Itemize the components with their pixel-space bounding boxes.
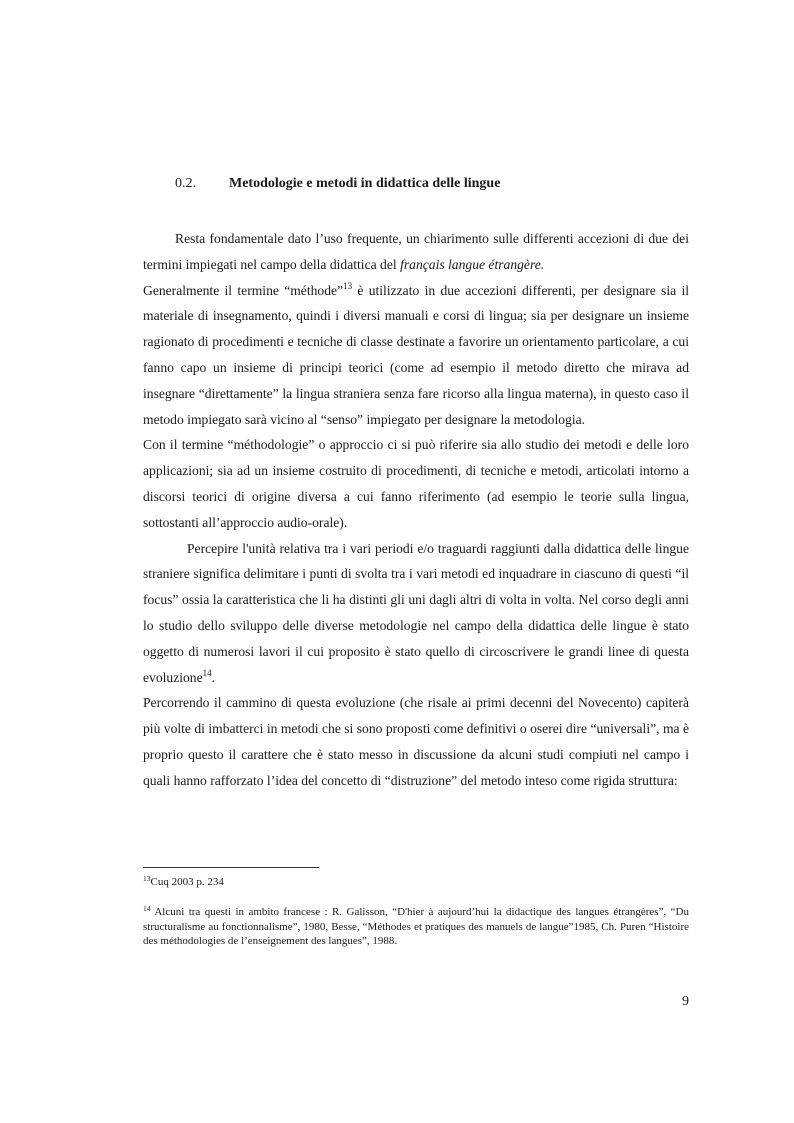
- paragraph-4-end: .: [211, 669, 216, 685]
- body-text: [143, 226, 689, 794]
- paragraph-1: [143, 226, 689, 278]
- footnote-number: 13: [143, 874, 151, 883]
- section-heading: [175, 174, 695, 194]
- footnote-separator: [143, 867, 319, 868]
- footnote-text: Cuq 2003 p. 234: [150, 876, 224, 888]
- footnote-ref-13[interactable]: 13: [343, 280, 353, 291]
- paragraph-2-text-start: Generalmente il termine “méthode”: [143, 282, 344, 298]
- paragraph-5: Percorrendo il cammino di questa evoluzione (che risale ai primi decenni del Novecento) capiterà più volte di imbatterci in metodi che si sono proposti come definitivi o oserei dire “universali”, ma è proprio questo il carattere che è stato messo in discussione da alcuni studi compiuti nel campo i quali hanno rafforzato l’idea del concetto di “distruzione” del metodo inteso come rigida struttura:: [143, 695, 689, 788]
- paragraph-1-text: Resta fondamentale dato l’uso frequente, un chiarimento sulle differenti accezioni di due dei termini impiegati nel campo della didattica del: [143, 231, 689, 272]
- footnote-13: [143, 875, 689, 890]
- footnote-number: 14: [143, 904, 151, 913]
- paragraph-4: [143, 536, 689, 691]
- footnote-ref-14[interactable]: 14: [202, 667, 212, 678]
- paragraph-4-text: Percepire l'unità relativa tra i vari periodi e/o traguardi raggiunti dalla didattica delle lingue straniere significa delimitare i punti di svolta tra i vari metodi ed inquadrare in ciascuno di questi “il focus” ossia la caratteristica che li ha distinti gli uni dagli altri di volta in volta. Nel corso degli anni lo studio dello sviluppo delle diverse metodologie nel campo della didattica delle lingue è stato oggetto di numerosi lavori il cui proposito è stato quello di circoscrivere le grandi linee di questa evoluzione: [143, 540, 689, 685]
- footnote-14: [143, 905, 689, 949]
- paragraph-2-text-end: è utilizzato in due accezioni differenti, per designare sia il materiale di insegnamento, quindi i diversi manuali e corsi di lingua; sia per designare un insieme ragionato di procedimenti e tecniche di classe destinate a favorire un orientamento particolare, a cui fanno capo un insieme di principi teorici (come ad esempio il metodo diretto che mirava ad insegnare “direttamente” la lingua straniera senza fare ricorso alla lingua materna), in questo caso il metodo impiegato sarà vicino al “senso” impiegato per designare la metodologia.: [143, 282, 690, 427]
- section-title: Metodologie e metodi in didattica delle lingue: [229, 176, 501, 191]
- page-number: 9: [682, 994, 689, 1009]
- paragraph-1-italic: français langue étrangère.: [400, 256, 545, 272]
- paragraph-2: [143, 278, 689, 433]
- footnote-text: Alcuni tra questi in ambito francese : R. Galisson, “D'hier à aujourd’hui la didactique des langues étrangères”, “Du structuralisme au fonctionnalisme”, 1980, Besse, “Méthodes et pratiques des manuels de langue”1985, Ch. Puren “Histoire des méthodologies de l’enseignement des langues”, 1988.: [143, 906, 689, 947]
- paragraph-3: Con il termine “méthodologie” o approccio ci si può riferire sia allo studio dei metodi e delle loro applicazioni; sia ad un insieme costruito di procedimenti, di tecniche e metodi, articolati intorno a discorsi teorici di origine diversa a cui fanno riferimento (ad esempio le teorie sulla lingua, sottostanti all’approccio audio-orale).: [143, 437, 689, 530]
- section-number: 0.2.: [175, 176, 196, 191]
